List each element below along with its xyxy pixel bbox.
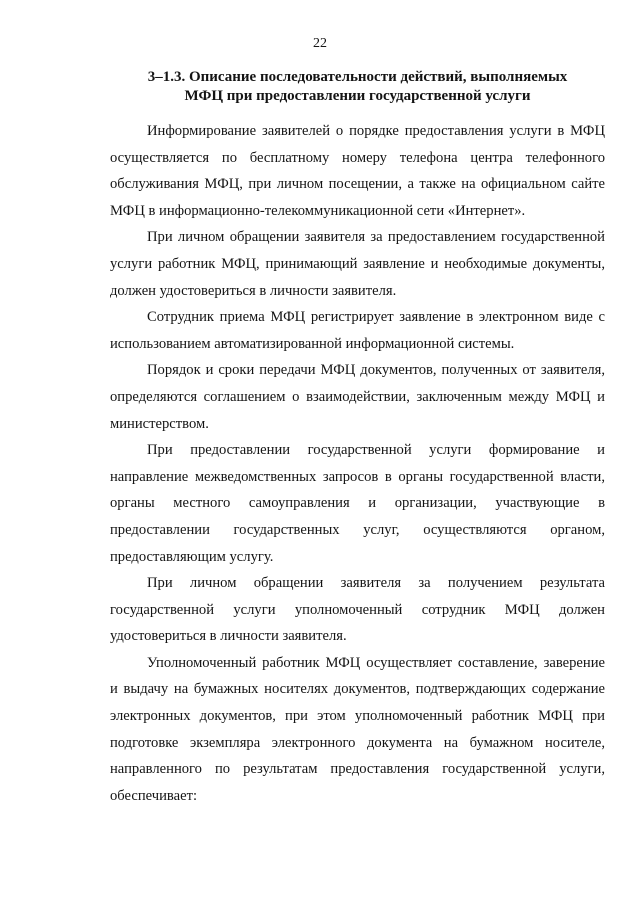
page-number: 22 xyxy=(313,36,327,51)
paragraph-transfer-order: Порядок и сроки передачи МФЦ документов, полученных от заявителя, определяются соглашением о взаимодействии, заключенным между МФЦ и министерством. xyxy=(110,362,605,432)
section-heading-line-2: МФЦ при предоставлении государственной услуги xyxy=(184,88,531,104)
paragraph-paper-copies: Уполномоченный работник МФЦ осуществляет составление, заверение и выдачу на бумажных носителях документов, подтверждающих содержание электронных документов, при этом уполномоченный работник МФЦ при подготовке экземпляра электронного документа на бумажном носителе, направленного по результатам предоставления государственной услуги, обеспечивает: xyxy=(110,654,605,804)
paragraph-registration: Сотрудник приема МФЦ регистрирует заявление в электронном виде с использованием автоматизированной информационной системы. xyxy=(110,309,605,352)
paragraph-result-receipt: При личном обращении заявителя за получением результата государственной услуги уполномоченный сотрудник МФЦ должен удостовериться в личности заявителя. xyxy=(110,575,605,645)
paragraph-informing: Информирование заявителей о порядке предоставления услуги в МФЦ осуществляется по бесплатному номеру телефона центра телефонного обслуживания МФЦ, при личном посещении, а также на официальном сайте МФЦ в информационно-телекоммуникационной сети «Интернет». xyxy=(110,123,605,219)
paragraph-identity-check: При личном обращении заявителя за предоставлением государственной услуги работник МФЦ, принимающий заявление и необходимые документы, должен удостовериться в личности заявителя. xyxy=(110,229,605,299)
body-text xyxy=(110,118,605,809)
paragraph-interagency-requests: При предоставлении государственной услуги формирование и направление межведомственных запросов в органы государственной власти, органы местного самоуправления и организации, участвующие в предоставлении государственных услуг, осуществляются органом, предоставляющим услугу. xyxy=(110,442,605,565)
section-heading-line-1: 3–1.3. Описание последовательности действий, выполняемых xyxy=(147,69,568,85)
section-heading xyxy=(110,68,605,106)
